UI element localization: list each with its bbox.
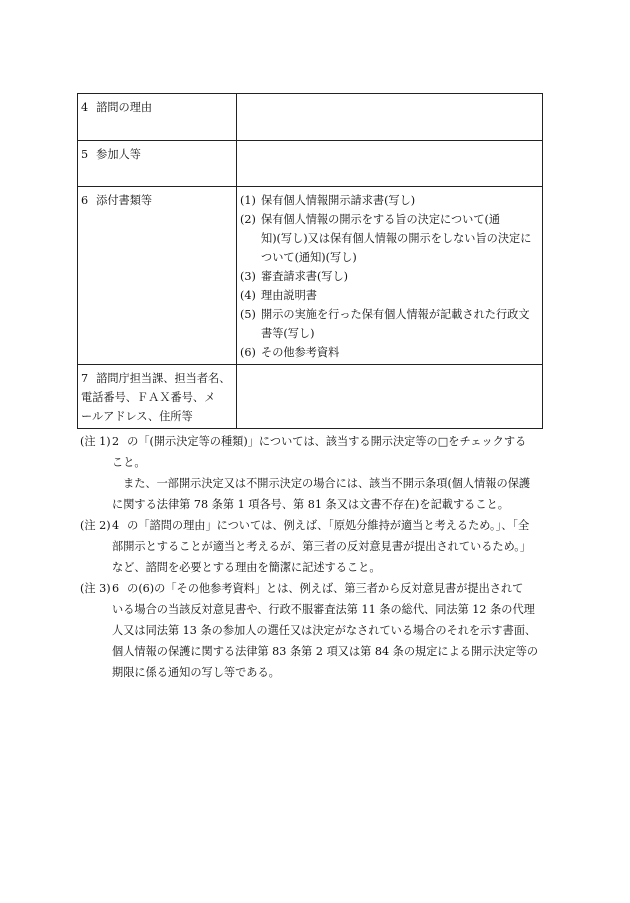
note-2: (注 2) 4 の「諮問の理由」については、例えば、「原処分維持が適当と考えるため。」、「全 部開示とすることが適当と考えるが、第三者の反対意見書が提出されているため。」 など、諮問を必要とする理由を簡潔に記述すること。	[80, 515, 550, 578]
list-item: (5) 開示の実施を行った保有個人情報が記載された行政文 書等(写し)	[240, 308, 530, 340]
list-item: (3) 審査請求書(写し)	[240, 270, 349, 283]
notes-section	[80, 431, 550, 683]
list-item: (4) 理由説明書	[240, 289, 317, 302]
row-label: 7 諮問庁担当課、担当者名、 電話番号、ＦＡＸ番号、メ ールアドレス、住所等	[78, 365, 237, 429]
row-content-contact	[237, 365, 543, 429]
row-content-reason	[237, 94, 543, 141]
row-content-participants	[237, 141, 543, 187]
note-3: (注 3) 6 の(6)の「その他参考資料」とは、例えば、第三者から反対意見書が提出されて いる場合の当該反対意見書や、行政不服審査法第 11 条の総代、同法第 12 条の代理 人又は同法第 13 条の参加人の選任又は決定がなされている場合のそれを示す書面、 個人情報の保護に関する法律第 83 条第 2 項又は第 84 条の規定による開示決定等の 期限に係る通知の写し等である。	[80, 578, 550, 683]
note-1: (注 1) 2 の「(開示決定等の種類)」については、該当する開示決定等の□をチェックする こと。 また、一部開示決定又は不開示決定の場合には、該当不開示条項(個人情報の保護 に関する法律第 78 条第 1 項各号、第 81 条又は文書不存在)を記載すること。	[80, 431, 550, 515]
table-row	[78, 365, 543, 429]
attachment-list	[240, 191, 539, 362]
list-item: (1) 保有個人情報開示請求書(写し)	[240, 194, 416, 207]
list-item: (2) 保有個人情報の開示をする旨の決定について(通 知)(写し)又は保有個人情報の開示をしない旨の決定に ついて(通知)(写し)	[240, 213, 532, 264]
table-row	[78, 94, 543, 141]
list-item: (6) その他参考資料	[240, 346, 340, 359]
row-content-attachments	[237, 187, 543, 365]
note-tag: (注 1)	[80, 435, 111, 448]
table-row	[78, 141, 543, 187]
row-label: 6 添付書類等	[78, 187, 237, 365]
row-label: 5 参加人等	[78, 141, 237, 187]
note-tag: (注 2)	[80, 519, 111, 532]
row-label: 4 諮問の理由	[78, 94, 237, 141]
inquiry-form-table	[77, 93, 543, 429]
table-row	[78, 187, 543, 365]
note-tag: (注 3)	[80, 582, 111, 595]
